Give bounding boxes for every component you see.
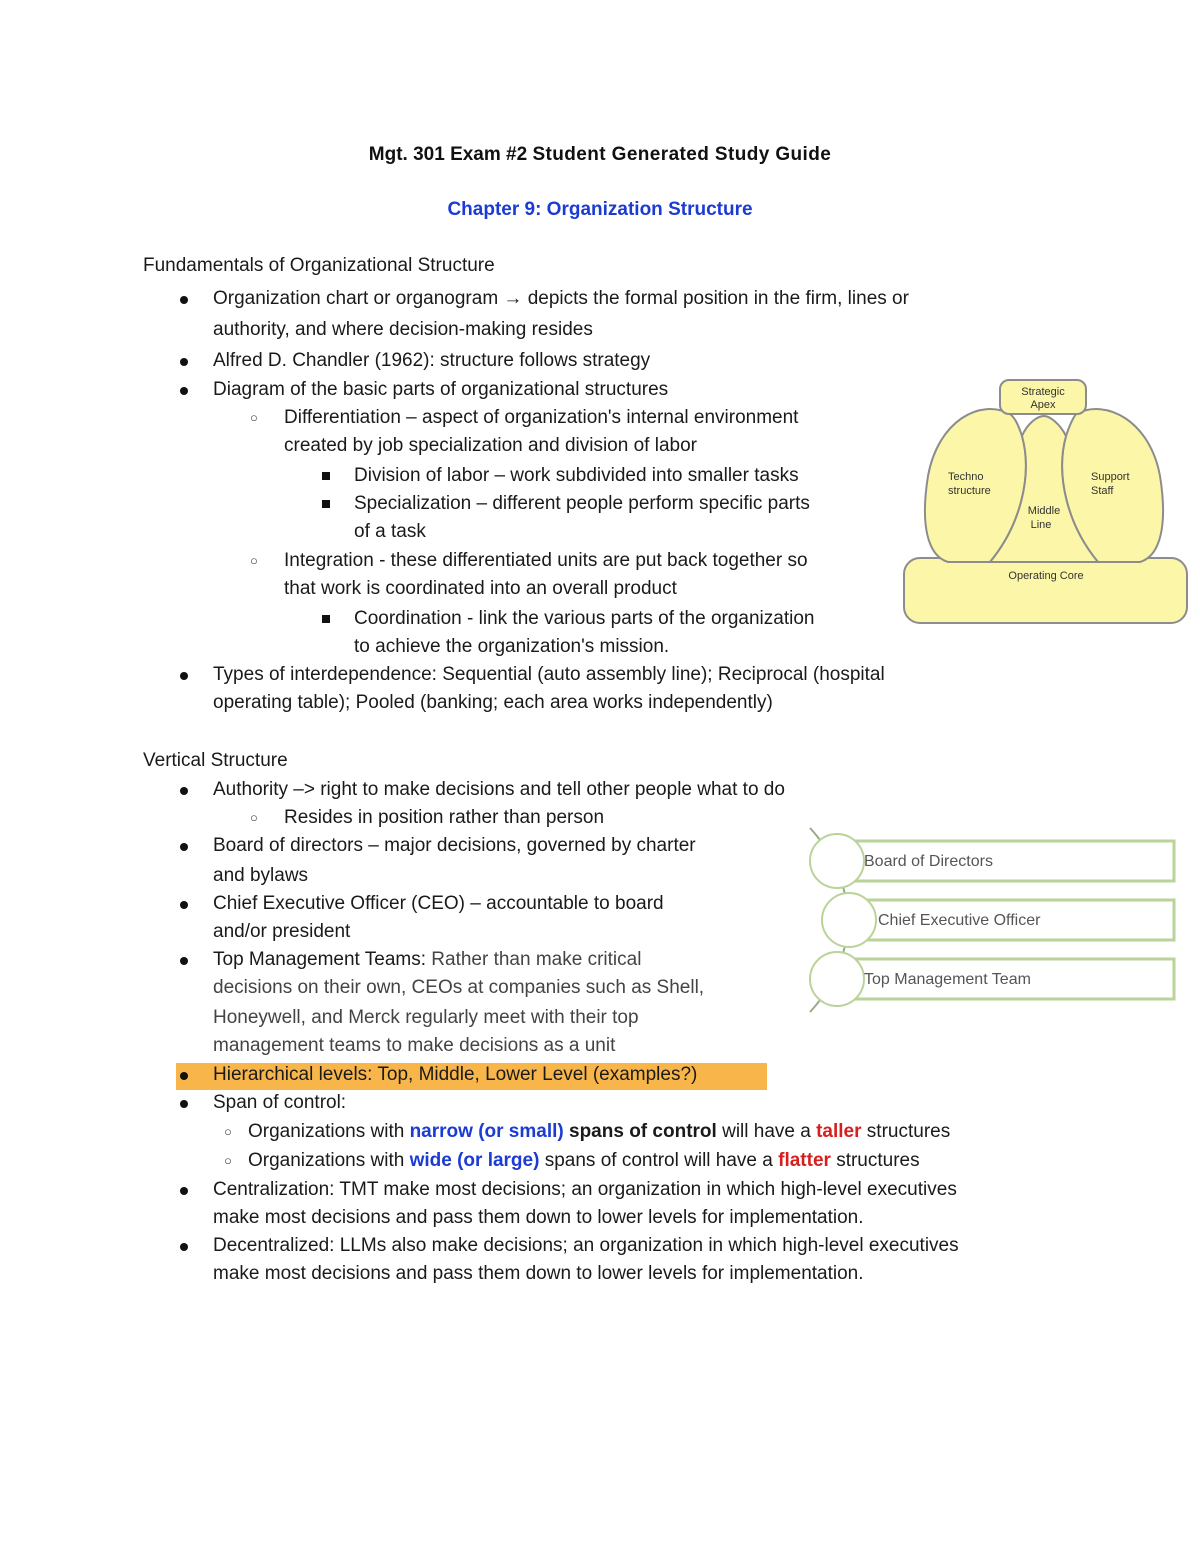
support-label-2: Staff: [1091, 485, 1114, 497]
square-bullet: [322, 472, 330, 480]
middle-label-2: Line: [1030, 519, 1052, 531]
bullet: [180, 957, 188, 965]
hollow-bullet: ○: [250, 810, 258, 825]
techno-label-1: Techno: [948, 471, 984, 483]
centralization-text-1: Centralization: TMT make most decisions; an organization in which high-level executives: [213, 1179, 957, 1200]
integration-text-2: that work is coordinated into an overall product: [284, 578, 677, 599]
org-chart-text-1: Organization chart or organogram → depicts the formal position in the firm, lines or: [213, 288, 909, 309]
wide-pre: Organizations with: [248, 1150, 410, 1171]
board-text-1: Board of directors – major decisions, governed by charter: [213, 835, 696, 856]
section-heading-vertical: Vertical Structure: [143, 750, 288, 771]
specialization-text-1: Specialization – different people perform specific parts: [354, 493, 810, 514]
hollow-bullet: ○: [224, 1153, 232, 1168]
hollow-bullet: ○: [250, 553, 258, 568]
page-title: [0, 144, 1200, 166]
integration-text-1: Integration - these differentiated units are put back together so: [284, 550, 808, 571]
board-label: Board of Directors: [864, 853, 993, 870]
course-title: Mgt. 301 Exam #2: [368, 144, 528, 165]
decentralized-text-2: make most decisions and pass them down to lower levels for implementation.: [213, 1263, 864, 1284]
chandler-text: Alfred D. Chandler (1962): structure follows strategy: [213, 350, 651, 371]
tmt-text-2: decisions on their own, CEOs at companies such as Shell,: [213, 977, 705, 998]
authority-text: Authority –> right to make decisions and tell other people what to do: [213, 779, 785, 800]
hierarchy-graphic: [800, 822, 1185, 1018]
interdependence-text-2: operating table); Pooled (banking; each area works independently): [213, 692, 773, 713]
differentiation-text-1: Differentiation – aspect of organization's internal environment: [284, 407, 799, 428]
square-bullet: [322, 500, 330, 508]
differentiation-text-2: created by job specialization and division of labor: [284, 435, 697, 456]
narrow-post: will have a: [716, 1121, 817, 1142]
support-label-1: Support: [1091, 471, 1130, 483]
bullet: [180, 296, 188, 304]
org-chart-text-2: authority, and where decision-making resides: [213, 319, 593, 340]
board-text-2: and bylaws: [213, 865, 309, 886]
bullet: [180, 1187, 188, 1195]
techno-label-2: structure: [948, 485, 991, 497]
bullet: [180, 1243, 188, 1251]
apex-label-1: Strategic: [1021, 386, 1065, 398]
tmt-text-1: [213, 946, 641, 974]
hierarchical-levels-text: Hierarchical levels: Top, Middle, Lower Level (examples?): [213, 1064, 698, 1085]
middle-label-1: Middle: [1027, 505, 1061, 517]
board-circle: [810, 834, 864, 888]
guide-title: Student Generated Study Guide: [532, 144, 832, 165]
bullet: [180, 843, 188, 851]
ceo-label: Chief Executive Officer: [878, 912, 1041, 929]
ceo-text-1: Chief Executive Officer (CEO) – accountable to board: [213, 893, 664, 914]
coordination-text-1: Coordination - link the various parts of the organization: [354, 608, 815, 629]
tmt-label-box: Top Management Team: [864, 971, 1031, 988]
narrow-end: structures: [861, 1121, 951, 1142]
division-text: Division of labor – work subdivided into smaller tasks: [354, 465, 799, 486]
hollow-bullet: ○: [250, 410, 258, 425]
tmt-rest: Rather than make critical: [426, 949, 642, 970]
narrow-keyword: narrow (or small): [409, 1121, 564, 1142]
tmt-circle: [810, 952, 864, 1006]
hollow-bullet: ○: [224, 1124, 232, 1139]
bullet: [180, 787, 188, 795]
narrow-span-text: [248, 1118, 950, 1146]
span-of-control-text: Span of control:: [213, 1092, 347, 1113]
org-structure-diagram: [900, 376, 1192, 628]
wide-mid: spans of control will have a: [539, 1150, 779, 1171]
centralization-text-2: make most decisions and pass them down to lower levels for implementation.: [213, 1207, 864, 1228]
tmt-text-3: Honeywell, and Merck regularly meet with their top: [213, 1007, 639, 1028]
wide-end: structures: [830, 1150, 920, 1171]
square-bullet: [322, 615, 330, 623]
bullet: [180, 672, 188, 680]
interdependence-text-1: Types of interdependence: Sequential (auto assembly line); Reciprocal (hospital: [213, 664, 885, 685]
core-label: Operating Core: [1008, 570, 1084, 582]
diagram-text: Diagram of the basic parts of organizational structures: [213, 379, 669, 400]
wide-span-text: [248, 1147, 920, 1175]
tmt-label: Top Management Teams:: [213, 949, 426, 970]
ceo-circle: [822, 893, 876, 947]
flatter-keyword: flatter: [778, 1150, 831, 1171]
bullet: [180, 358, 188, 366]
narrow-mid: spans of control: [563, 1121, 717, 1142]
decentralized-text-1: Decentralized: LLMs also make decisions; an organization in which high-level executives: [213, 1235, 959, 1256]
bullet: [180, 901, 188, 909]
wide-keyword: wide (or large): [409, 1150, 540, 1171]
bullet: [180, 1072, 188, 1080]
bullet: [180, 1100, 188, 1108]
tmt-text-4: management teams to make decisions as a unit: [213, 1035, 616, 1056]
taller-keyword: taller: [816, 1121, 862, 1142]
operating-core-shape: [904, 558, 1187, 623]
section-heading-fundamentals: Fundamentals of Organizational Structure: [143, 255, 495, 276]
specialization-text-2: of a task: [354, 521, 426, 542]
resides-text: Resides in position rather than person: [284, 807, 605, 828]
narrow-pre: Organizations with: [248, 1121, 410, 1142]
bullet: [180, 387, 188, 395]
apex-label-2: Apex: [1030, 399, 1056, 411]
ceo-text-2: and/or president: [213, 921, 351, 942]
chapter-title: Chapter 9: Organization Structure: [447, 199, 753, 220]
coordination-text-2: to achieve the organization's mission.: [354, 636, 670, 657]
